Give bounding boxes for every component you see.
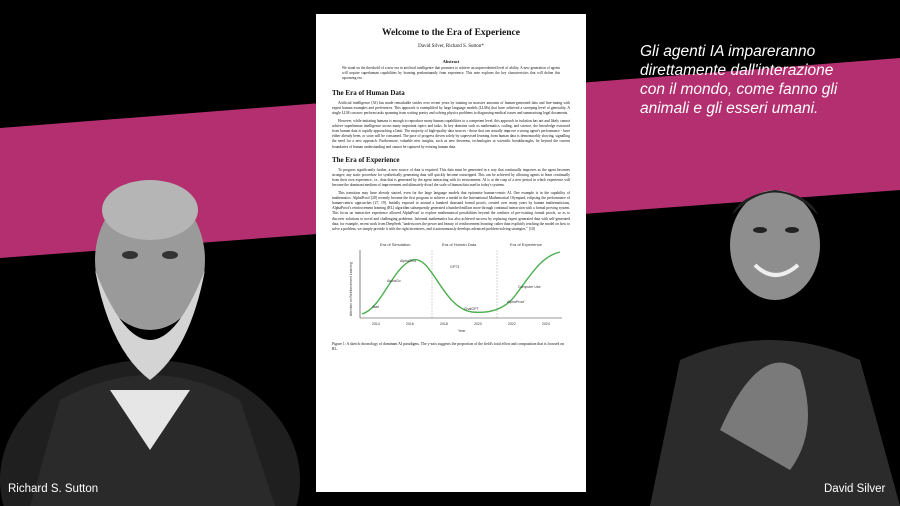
paragraph: This transition may have already started, even for the large language models that epitomise human-centric AI. One example is in the capability of mathematics. AlphaProof [20] recently became the first program to achieve a medal in the International Mathematical Olympiad, eclipsing the performance of human-centric approaches [27, 19]. Initially exposed to around a hundred thousand formal proofs, created over many years by human mathematicians, AlphaProof's reinforcement learning (RL) algorithm subsequently generated a hundred million more through continual interaction with a formal proving system. This focus on interactive experience allowed AlphaProof to explore mathematical possibilities beyond the confines of pre-existing formal proofs, so as to discover solutions to novel and challenging problems. Informal mathematics has also achieved success by replacing expert generated data with self-generated data; for example, recent work from DeepSeek "underscores the power and beauty of reinforcement learning: rather than explicitly teaching the model on how to solve a problem, we simply provide it with the right incentives, and it autonomously develops advanced problem-solving strategies." [10] [332, 190, 570, 232]
quote-line: animali e gli esseri umani. [640, 100, 819, 117]
quote-line: direttamente dall'interazione [640, 62, 834, 79]
annotation: AlphaProof [507, 300, 525, 305]
x-tick: 2020 [474, 322, 482, 327]
speaker-name-left: Richard S. Sutton [8, 483, 99, 495]
speaker-photo-right [640, 170, 900, 506]
era-label: Era of Experience [510, 242, 542, 248]
figure-rl-chronology [332, 238, 570, 334]
x-tick: 2024 [542, 322, 550, 327]
x-ticks [372, 322, 550, 326]
section-title: The Era of Human Data [332, 89, 405, 97]
era-label: Era of Simulation [380, 242, 411, 248]
x-tick: 2022 [508, 322, 516, 327]
annotation: ChatGPT [464, 307, 479, 312]
section-title: The Era of Experience [332, 155, 400, 164]
paper-page [316, 14, 586, 492]
x-tick: 2014 [372, 322, 380, 327]
paragraph: However, while imitating humans is enough to reproduce many human capabilities to a competent level, this approach in isolation has not and likely cannot achieve superhuman intelligence across many important topics and tasks. In key domains such as mathematics, coding, and science, the knowledge extracted from human data is rapidly approaching a limit. The majority of high-quality data sources - those that can actually improve a strong agent's performance - have either already been, or soon will be consumed. The pace of progress driven solely by supervised learning from human data is demonstrably slowing, signalling the need for a new approach. Furthermore, valuable new insights, such as new theorems, technologies or scientific breakthroughs, lie beyond the current boundaries of human understanding and cannot be captured by existing human data. [332, 118, 570, 149]
annotation: GPT3 [450, 265, 460, 270]
quote-line: con il mondo, come fanno gli [640, 81, 838, 98]
annotation: Computer Use [518, 285, 541, 290]
speaker-photo-left [0, 150, 310, 506]
era-label: Era of Human Data [442, 242, 477, 248]
paper-authors: David Silver, Richard S. Sutton* [418, 44, 484, 49]
annotation: Atari [372, 305, 380, 310]
quote-line: Gli agenti IA impareranno [640, 43, 816, 60]
abstract-heading: Abstract [442, 59, 460, 64]
paragraph: To progress significantly further, a new source of data is required. This data must be generated in a way that continually improves as the agent becomes stronger; any static procedure for synthetically generating data will quickly become outstripped. This can be achieved by allowing agents to learn continually from their own experience, i.e., data that is generated by the agent interacting with its environment. AI is at the cusp of a new period in which experience will become the dominant medium of improvement and ultimately dwarf the scale of human data used in today's systems. [332, 167, 570, 188]
rl-curve [362, 252, 560, 314]
x-axis-label: Year [458, 329, 466, 334]
abstract-text: We stand on the threshold of a new era in artificial intelligence that promises to achieve an unprecedented level of ability. A new generation of agents will acquire superhuman capabilities by learning predominantly from experience. This note explores the key characteristics that will define this upcoming era. [342, 66, 560, 80]
figure-caption: Figure 1: A sketch chronology of dominant AI paradigms. The y-axis suggests the proportion of the field's total effort and computation that is focused on RL. [332, 342, 565, 352]
paper-title: Welcome to the Era of Experience [382, 28, 520, 38]
quote-text [640, 42, 880, 118]
annotation: AlphaGo [387, 279, 401, 284]
x-tick: 2016 [406, 322, 414, 327]
x-tick: 2018 [440, 322, 448, 327]
paragraph: Artificial intelligence (AI) has made remarkable strides over recent years by training on massive amounts of human-generated data and fine-tuning with expert human examples and preferences. This approach is exemplified by large language models (LLMs) that have achieved a sweeping level of generality. A single LLM can now perform tasks spanning from writing poetry and solving physics problems to diagnosing medical issues and summarising legal documents. [332, 101, 570, 116]
annotation: AlphaZero [400, 259, 417, 264]
speaker-name-right: David Silver [824, 483, 886, 495]
y-axis-label: Attention on Reinforcement Learning [349, 262, 353, 317]
